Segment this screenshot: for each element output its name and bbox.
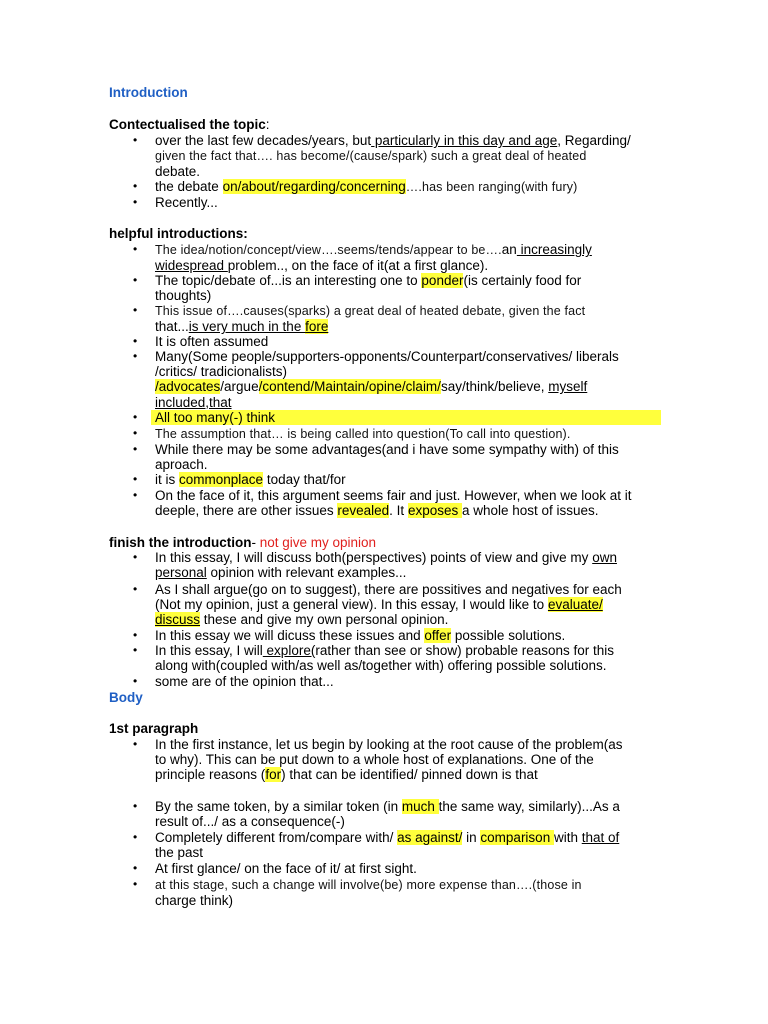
- list-item-text: In the first instance, let us begin by looking at the root cause of the problem(as: [155, 737, 623, 752]
- list-item-text: the debate: [155, 179, 223, 194]
- list-item-text: The assumption that… is being called into question(To call into question).: [155, 427, 571, 441]
- list-item-text: While there may be some advantages(and i have some sympathy with) of this: [155, 442, 619, 457]
- highlighted-text: fore: [305, 319, 329, 335]
- list-item-text: By the same token, by a similar token (in: [155, 799, 402, 814]
- list-item-text: principle reasons (: [155, 767, 266, 783]
- list-item-text: that of: [581, 830, 620, 845]
- contextualised-heading-colon: :: [265, 117, 270, 132]
- highlighted-text: /advocates: [155, 379, 221, 395]
- list-item-text: increasingly: [516, 242, 592, 257]
- highlighted-text: commonplace: [179, 472, 264, 487]
- list-item-text: All too many(-) think: [155, 410, 276, 425]
- introduction-heading: Introduction: [109, 85, 188, 100]
- list-item-text: ) that can be identified/ pinned down is that: [281, 767, 538, 783]
- list-item: [155, 877, 675, 908]
- body-heading: Body: [109, 690, 143, 705]
- highlighted-text: much: [401, 799, 439, 814]
- list-item-text: Many(Some people/supporters-opponents/Counterpart/conservatives/ liberals: [155, 349, 619, 364]
- helpful-introductions-heading: helpful introductions:: [109, 226, 248, 241]
- list-item-text: ….has been ranging(with fury): [405, 180, 578, 194]
- list-item-text: deeple, there are other issues: [155, 503, 338, 519]
- highlighted-text: as against/: [397, 830, 463, 845]
- list-item-text: to why). This can be put down to a whole host of explanations. One of the: [155, 752, 594, 768]
- list-item: [151, 410, 661, 425]
- list-item: [155, 179, 675, 195]
- list-item-text: say/think/believe,: [440, 379, 549, 395]
- list-item-text: myself: [548, 379, 588, 395]
- list-item-text: debate.: [155, 164, 201, 180]
- list-item-text: In this essay, I will: [155, 643, 263, 658]
- list-item: [155, 334, 675, 349]
- list-item-text: at this stage, such a change will involve(be) more expense than….(those in: [155, 878, 582, 892]
- list-item-text: given the fact that…. has become/(cause/spark) such a great deal of heated: [155, 149, 587, 164]
- list-item: [155, 349, 675, 410]
- highlighted-text: ponder: [421, 273, 464, 288]
- list-item: [155, 582, 675, 628]
- list-item-text: along with(coupled with/as well as/together with) offering possible solutions.: [155, 658, 607, 674]
- list-item-text: the past: [155, 845, 204, 861]
- list-item-text: over the last few decades/years, but: [155, 133, 372, 148]
- list-item-text: own: [592, 550, 617, 565]
- list-item: [155, 799, 675, 829]
- list-item: [155, 273, 675, 303]
- list-item-text: possible solutions.: [451, 628, 566, 643]
- list-item-text: (Not my opinion, just a general view). In this essay, I would like to: [155, 597, 548, 613]
- list-item-text: It is often assumed: [155, 334, 269, 349]
- finish-heading-note: not give my opinion: [259, 535, 377, 550]
- list-item-text: is very much in the: [188, 319, 306, 335]
- list-item: [155, 303, 675, 334]
- list-item-text: that...: [155, 319, 189, 335]
- list-item-text: The topic/debate of...is an interesting one to: [155, 273, 422, 288]
- highlighted-text: /contend/Maintain/opine/claim/: [258, 379, 441, 395]
- list-item-text: opinion with relevant examples...: [206, 565, 407, 581]
- list-item: [155, 472, 675, 487]
- list-item-text: particularly in this day and age: [371, 133, 558, 148]
- list-item-text: . It: [389, 503, 408, 519]
- finish-introduction-heading: [109, 535, 376, 551]
- list-item-text: At first glance/ on the face of it/ at first sight.: [155, 861, 417, 876]
- list-item-text: In this essay, I will discuss both(perspectives) points of view and give my: [155, 550, 593, 565]
- highlighted-text: revealed: [337, 503, 390, 519]
- list-item-text: it is: [155, 472, 180, 487]
- highlighted-text: evaluate/: [547, 597, 603, 613]
- list-item: [155, 426, 675, 442]
- highlighted-text: for: [265, 767, 282, 783]
- list-item: [155, 195, 675, 210]
- list-item-text: these and give my own personal opinion.: [200, 612, 449, 628]
- list-item-text: On the face of it, this argument seems fair and just. However, when we look at it: [155, 488, 632, 503]
- list-item-text: problem.., on the face of it(at a first glance).: [227, 258, 489, 274]
- list-item: [155, 674, 675, 689]
- finish-heading-text: finish the introduction: [109, 535, 252, 550]
- list-item: [155, 550, 675, 580]
- highlighted-text: on/about/regarding/concerning: [222, 179, 406, 194]
- list-item-text: charge think): [155, 893, 234, 909]
- list-item-text: rather than see or show) probable reasons for this: [315, 643, 614, 658]
- list-item: [155, 242, 675, 273]
- list-item-text: This issue of….causes(sparks) a great deal of heated debate, given the fact: [155, 304, 586, 318]
- list-item-text: /argue: [220, 379, 259, 395]
- list-item-text: result of.../ as a consequence(-): [155, 814, 345, 830]
- list-item-text: today that/for: [263, 472, 346, 487]
- finish-heading-dash: -: [251, 535, 260, 550]
- highlighted-text: exposes: [407, 503, 462, 519]
- list-item-text: As I shall argue(go on to suggest), there are possitives and negatives for each: [155, 582, 622, 597]
- list-item: [155, 861, 675, 876]
- contextualised-heading: [109, 117, 270, 133]
- list-item-text: aproach.: [155, 457, 208, 473]
- list-item-text: an: [501, 242, 517, 257]
- list-item-text: some are of the opinion that...: [155, 674, 334, 689]
- contextualised-heading-text: Contectualised the topic: [109, 117, 266, 132]
- highlighted-text: comparison: [480, 830, 554, 845]
- first-paragraph-heading: 1st paragraph: [109, 721, 199, 736]
- list-item-text: a whole host of issues.: [461, 503, 599, 519]
- list-item-text: (is certainly food for: [463, 273, 582, 288]
- list-item: [155, 488, 675, 518]
- list-item-text: The idea/notion/concept/view….seems/tends/appear to be….: [155, 243, 502, 257]
- list-item: [155, 133, 675, 180]
- list-item-text: widespread: [155, 258, 228, 274]
- list-item: [155, 643, 675, 673]
- list-item: [155, 737, 675, 783]
- list-item-text: personal: [155, 565, 207, 581]
- list-item-text: with: [553, 830, 582, 845]
- list-item-text: in: [462, 830, 481, 845]
- list-item-text: /critics/ tradicionalists): [155, 364, 288, 380]
- list-item: [155, 442, 675, 472]
- list-item-text: explore(: [262, 643, 316, 658]
- list-item-text: Completely different from/compare with/: [155, 830, 398, 845]
- list-item-text: the same way, similarly)...As a: [438, 799, 620, 814]
- list-item: [155, 830, 675, 860]
- list-item-text: , Regarding/: [557, 133, 631, 148]
- list-item-text: thoughts): [155, 288, 212, 304]
- list-item: [155, 628, 675, 643]
- list-item-text: Recently...: [155, 195, 218, 210]
- highlighted-text: discuss: [155, 612, 201, 628]
- list-item-text: included,that: [155, 394, 232, 410]
- list-item-text: In this essay we will dicuss these issues and: [155, 628, 425, 643]
- highlighted-text: offer: [424, 628, 452, 643]
